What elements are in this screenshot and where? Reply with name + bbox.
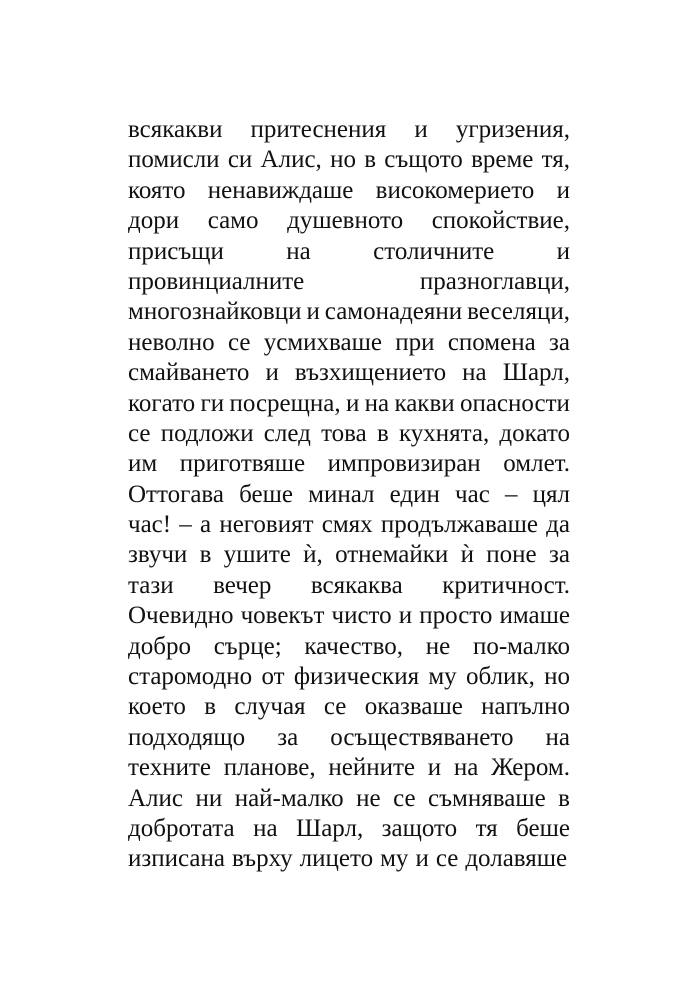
text-word: Алис — [128, 784, 184, 812]
text-word: най-малко — [234, 784, 344, 812]
text-word: старомодно — [128, 663, 253, 691]
text-word: омлет. — [503, 450, 570, 478]
text-line — [128, 510, 570, 540]
text-word: неволно — [128, 328, 215, 356]
text-word: ни — [195, 784, 223, 812]
text-word: и — [415, 845, 429, 873]
text-word: добротата — [128, 814, 235, 842]
text-word: физическия — [293, 663, 420, 691]
text-word: за — [277, 723, 299, 751]
text-word: час! — [128, 511, 172, 539]
text-line — [128, 145, 570, 175]
text-word: което — [128, 693, 186, 721]
body-text — [128, 115, 570, 875]
text-word: столичните — [373, 237, 495, 265]
text-word: критичност. — [442, 571, 570, 599]
text-word: в — [364, 146, 377, 174]
text-word: веселяци, — [467, 298, 570, 326]
text-word: да — [546, 511, 570, 539]
text-word: подложи — [160, 419, 254, 447]
text-line — [128, 206, 570, 236]
text-word: се — [435, 845, 459, 873]
text-word: просто — [419, 602, 493, 630]
text-word: на — [462, 359, 487, 387]
text-line — [128, 540, 570, 570]
text-word: на — [286, 237, 311, 265]
text-line — [128, 237, 570, 267]
text-word: чисто — [331, 602, 392, 630]
text-line — [128, 692, 570, 722]
text-word: облик, — [465, 663, 535, 691]
text-word: всякакви — [128, 116, 223, 143]
text-word: добро — [128, 632, 191, 660]
text-word: и — [398, 602, 413, 630]
text-word: възхищението — [294, 359, 447, 387]
text-word: – — [504, 480, 518, 508]
text-word: за — [549, 328, 570, 356]
text-word: високомерието — [375, 176, 535, 204]
text-word: присъщи — [128, 237, 224, 265]
text-word: защото — [381, 814, 458, 842]
text-word: им — [128, 450, 158, 478]
text-line — [128, 480, 570, 510]
text-word: Шарл, — [502, 359, 570, 387]
text-word: това — [321, 419, 367, 447]
text-word: ѝ, — [303, 541, 323, 569]
text-word: съмняваше — [428, 784, 546, 812]
text-word: спокойствие, — [431, 207, 570, 235]
text-word: но — [544, 663, 570, 691]
text-line — [128, 844, 570, 874]
text-word: вечер — [213, 571, 272, 599]
text-word: цял — [532, 480, 570, 508]
text-word: му — [380, 845, 409, 873]
text-word: в — [204, 693, 216, 721]
text-word: спомена — [447, 328, 536, 356]
text-word: по-малко — [472, 632, 570, 660]
text-word: час — [455, 480, 490, 508]
text-line — [128, 601, 570, 631]
text-line — [128, 571, 570, 601]
text-word: лицето — [299, 845, 374, 873]
text-line — [128, 297, 570, 327]
text-word: ги — [200, 389, 225, 417]
text-word: осъществяването — [330, 723, 514, 751]
text-word: Шарл, — [295, 814, 364, 842]
text-word: ѝ — [460, 541, 474, 569]
text-word: същото — [384, 146, 463, 174]
text-word: импровизиран — [327, 450, 481, 478]
text-word: на — [453, 754, 479, 782]
text-word: на — [364, 389, 390, 417]
text-word: неговият — [219, 511, 314, 539]
text-word: върху — [232, 845, 293, 873]
text-word: а — [200, 511, 212, 539]
text-word: тя, — [541, 146, 570, 174]
text-line — [128, 662, 570, 692]
text-line — [128, 358, 570, 388]
text-word: душевното — [287, 207, 404, 235]
text-word: ушите — [223, 541, 291, 569]
text-word: и — [345, 389, 360, 417]
text-word: имаше — [499, 602, 570, 630]
text-word: поне — [486, 541, 537, 569]
text-word: от — [261, 663, 285, 691]
text-word: приготвяше — [179, 450, 306, 478]
text-word: опасности — [459, 389, 570, 417]
text-line — [128, 267, 570, 297]
text-word: долавяше — [465, 845, 568, 873]
text-word: Очевидно — [128, 602, 234, 630]
text-word: нейните — [328, 754, 415, 782]
text-word: случая — [234, 693, 306, 721]
text-word: какви — [394, 389, 455, 417]
text-word: смях — [321, 511, 373, 539]
text-word: планове, — [223, 754, 316, 782]
text-word: се — [128, 419, 151, 447]
text-word: Оттогава — [128, 480, 224, 508]
text-word: и — [265, 359, 279, 387]
text-word: беше — [516, 814, 570, 842]
text-line — [128, 389, 570, 419]
text-word: за — [548, 541, 570, 569]
text-word: смайването — [128, 359, 250, 387]
text-word: в — [558, 784, 570, 812]
text-word: когато — [128, 389, 196, 417]
text-word: си — [227, 146, 253, 174]
text-word: помисли — [128, 146, 220, 174]
text-word: на — [253, 814, 278, 842]
text-word: и — [414, 116, 428, 143]
text-word: Жером. — [491, 754, 570, 782]
text-word: и — [556, 176, 570, 204]
text-line — [128, 115, 570, 145]
text-word: не — [356, 784, 381, 812]
text-word: беше — [239, 480, 293, 508]
text-word: дори — [128, 207, 180, 235]
text-word: изписана — [128, 845, 225, 873]
text-word: оказваше — [364, 693, 463, 721]
text-word: човекът — [240, 602, 325, 630]
text-word: – — [179, 511, 192, 539]
text-word: сърце; — [213, 632, 282, 660]
text-word: в — [376, 419, 389, 447]
text-word: която — [128, 176, 186, 204]
text-line — [128, 176, 570, 206]
text-line — [128, 328, 570, 358]
text-word: посрещна, — [229, 389, 341, 417]
text-word: и — [427, 754, 442, 782]
text-word: самонадеяни — [324, 298, 463, 326]
text-word: притеснения — [250, 116, 387, 143]
text-word: на — [545, 723, 570, 751]
text-word: празноглавци, — [419, 267, 570, 295]
text-word: кухнята, — [398, 419, 490, 447]
text-word: напълно — [481, 693, 570, 721]
text-word: минал — [308, 480, 375, 508]
text-word: в — [199, 541, 212, 569]
text-word: продължаваше — [380, 511, 538, 539]
text-word: само — [207, 207, 259, 235]
text-line — [128, 753, 570, 783]
text-word: усмихваше — [263, 328, 382, 356]
text-word: му — [428, 663, 457, 691]
text-word: угризения, — [455, 116, 570, 143]
text-line — [128, 449, 570, 479]
text-word: при — [395, 328, 435, 356]
text-line — [128, 723, 570, 753]
text-word: многознайковци — [128, 298, 302, 326]
text-word: се — [323, 693, 347, 721]
text-word: ненавиждаше — [207, 176, 354, 204]
text-word: качество, — [304, 632, 403, 660]
text-word: и — [556, 237, 570, 265]
text-word: и — [306, 298, 320, 326]
text-word: отнемайки — [335, 541, 449, 569]
text-word: тази — [128, 571, 174, 599]
text-word: но — [330, 146, 356, 174]
text-word: техните — [128, 754, 211, 782]
text-word: докато — [499, 419, 570, 447]
text-word: след — [263, 419, 311, 447]
text-word: тя — [475, 814, 498, 842]
text-word: се — [227, 328, 251, 356]
text-word: подходящо — [128, 723, 246, 751]
text-word: Алис, — [260, 146, 322, 174]
text-word: не — [425, 632, 451, 660]
text-line — [128, 632, 570, 662]
text-word: се — [393, 784, 416, 812]
text-word: един — [389, 480, 440, 508]
text-word: всякаква — [310, 571, 403, 599]
text-word: време — [471, 146, 534, 174]
text-line — [128, 814, 570, 844]
text-word: звучи — [128, 541, 188, 569]
text-line — [128, 419, 570, 449]
text-word: провинциалните — [128, 267, 305, 295]
text-line — [128, 784, 570, 814]
